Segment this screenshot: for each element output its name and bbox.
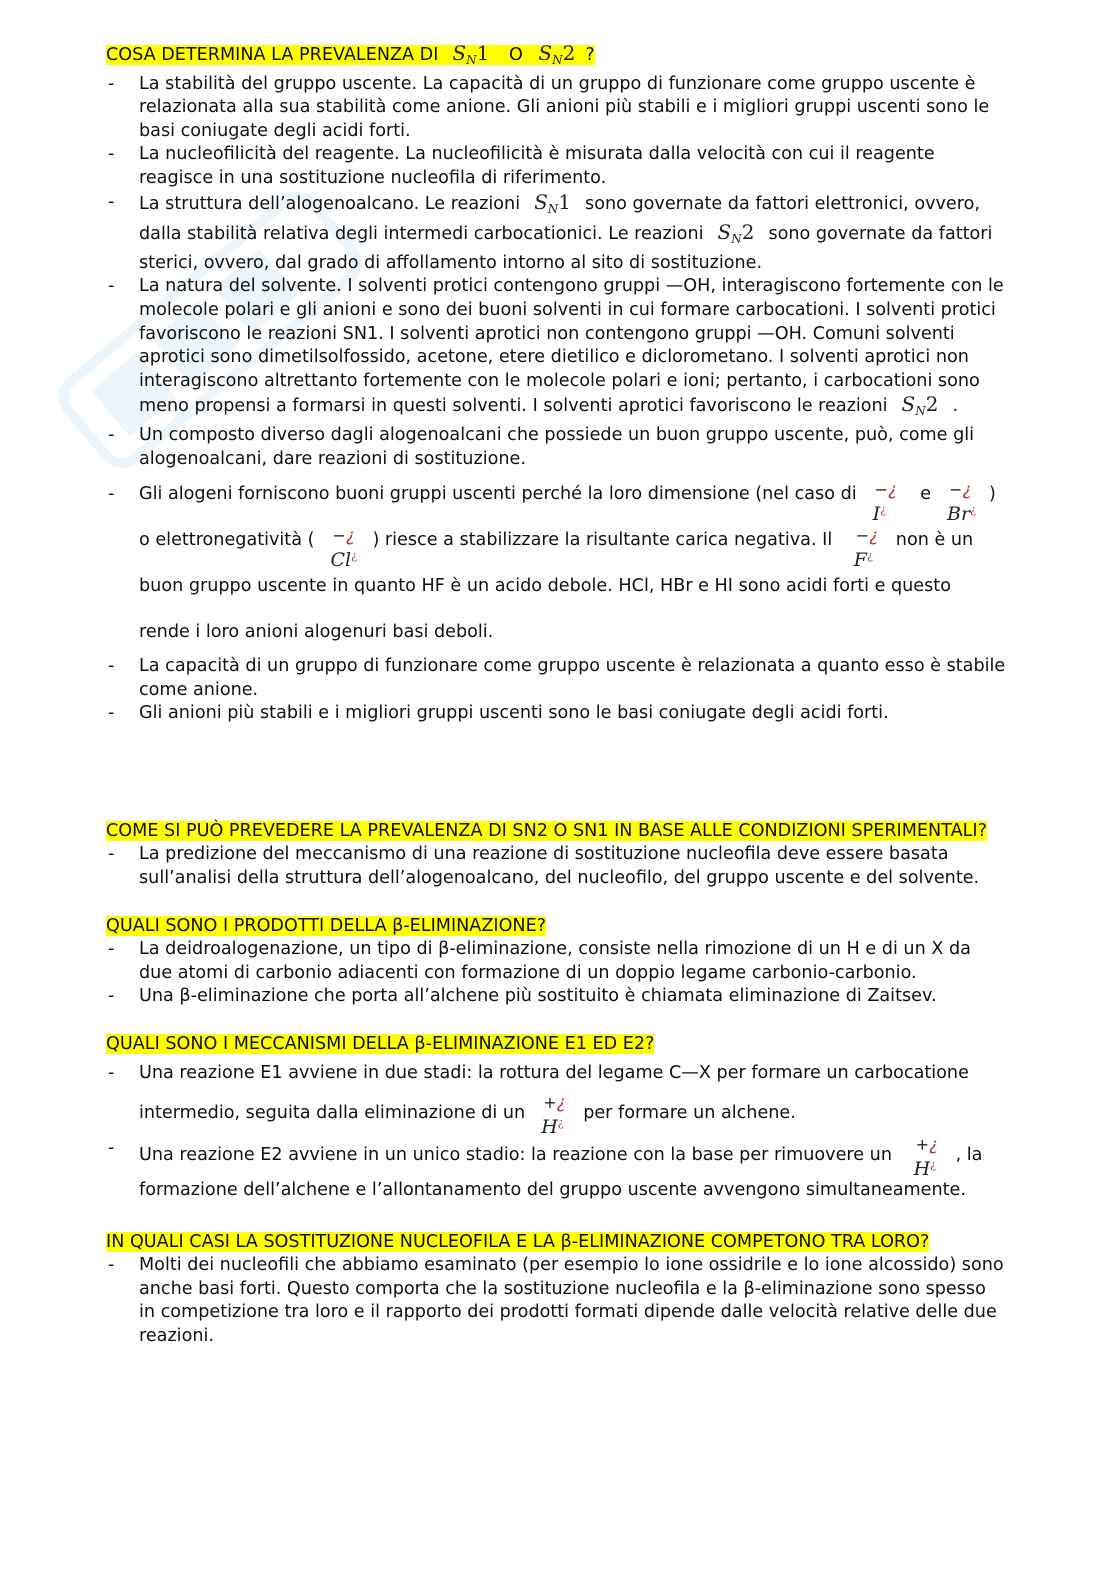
section-heading-competition: IN QUALI CASI LA SOSTITUZIONE NUCLEOFILA E LA β-ELIMINAZIONE COMPETONO TRA LORO? (106, 1231, 930, 1252)
list-item: - Una β-eliminazione che porta all’alchene più sostituito è chiamata eliminazione di Zaitsev. (106, 985, 1006, 1009)
sn2-formula: $S_N2$ (901, 392, 939, 419)
section-heading-predict-prevalence: COME SI PUÒ PREVEDERE LA PREVALENZA DI SN2 O SN1 IN BASE ALLE CONDIZIONI SPERIMENTALI? (106, 820, 987, 841)
list-item: - Molti dei nucleofili che abbiamo esaminato (per esempio lo ione ossidrile e lo ione alcossido) sono anche basi forti. Questo comporta che la sostituzione nucleofila e la β-eliminazione sono spesso in competizione tra loro e il rapporto dei prodotti formati dipende dalle velocità relative delle due reazioni. (106, 1254, 1006, 1348)
section-heading-beta-elimination-products: QUALI SONO I PRODOTTI DELLA β-ELIMINAZIONE? (106, 915, 547, 936)
list-item: - La natura del solvente. I solventi protici contengono gruppi —OH, interagiscono fortemente con le molecole polari e gli anioni e sono dei buoni solventi in cui formare carbocationi. I solventi protici favoriscono le reazioni SN1. I solventi aprotici non contengono gruppi —OH. Comuni solventi aprotici sono dimetilsolfossido, acetone, etere dietilico e diclorometano. I solventi aprotici non interagiscono altrettanto fortemente con le molecole polari e ioni; pertanto, i carbocationi sono meno propensi a formarsi in questi solventi. I solventi aprotici favoriscono le reazioni $S_N2$ . (106, 275, 1006, 424)
list-item: - La deidroalogenazione, un tipo di β-eliminazione, consiste nella rimozione di un H e di un X da due atomi di carbonio adiacenti con formazione di un doppio legame carbonio-carbonio. (106, 938, 1006, 985)
section1-list (106, 73, 1006, 726)
section4-list (106, 1057, 1006, 1207)
sn1-formula: $S_N1$ (452, 41, 490, 67)
section2-list (106, 843, 1006, 890)
list-item: - La capacità di un gruppo di funzionare come gruppo uscente è relazionata a quanto esso è stabile come anione. (106, 655, 1006, 702)
section3-list (106, 938, 1006, 1009)
iodide-ion: −¿ I¿ (872, 480, 898, 526)
bromide-ion: −¿ Br¿ (947, 480, 976, 526)
list-item: - Un composto diverso dagli alogenoalcani che possiede un buon gruppo uscente, può, come gli alogenoalcani, dare reazioni di sostituzione. (106, 424, 1006, 471)
list-item: - Una reazione E1 avviene in due stadi: la rottura del legame C—X per formare un carbocatione intermedio, seguita dalla eliminazione di un +¿ H¿ per formare un alchene. (106, 1057, 1006, 1132)
section-heading-e1-e2-mechanisms: QUALI SONO I MECCANISMI DELLA β-ELIMINAZIONE E1 ED E2? (106, 1034, 655, 1055)
chloride-ion: −¿ Cl¿ (330, 526, 357, 572)
list-item: - Gli anioni più stabili e i migliori gruppi uscenti sono le basi coniugate degli acidi forti. (106, 702, 1006, 726)
list-item: - La predizione del meccanismo di una reazione di sostituzione nucleofila deve essere basata sull’analisi della struttura dell’alogenoalcano, del nucleofilo, del gruppo uscente e del solvente. (106, 843, 1006, 890)
sn1-formula: $S_N1$ (534, 189, 572, 216)
section-heading-sn-prevalence: COSA DETERMINA LA PREVALENZA DI $S_N1$ O $S_N2$ ? (106, 41, 595, 67)
sn2-formula: $S_N2$ (717, 220, 755, 247)
list-item: - La stabilità del gruppo uscente. La capacità di un gruppo di funzionare come gruppo uscente è relazionata alla sua stabilità come anione. Gli anioni più stabili e i migliori gruppi uscenti sono le basi coniugate degli acidi forti. (106, 73, 1006, 144)
proton-ion: +¿ H¿ (913, 1134, 938, 1180)
section5-list (106, 1254, 1006, 1348)
list-item: - La struttura dell’alogenoalcano. Le reazioni $S_N1$ sono governate da fattori elettronici, ovvero, dalla stabilità relativa degli intermedi carbocationici. Le reazioni $S_N2$ sono governate da fattori sterici, ovvero, dal grado di affollamento intorno al sito di sostituzione. (106, 191, 1006, 276)
sn2-formula: $S_N2$ (538, 41, 576, 67)
list-item: - La nucleofilicità del reagente. La nucleofilicità è misurata dalla velocità con cui il reagente reagisce in una sostituzione nucleofila di riferimento. (106, 143, 1006, 190)
fluoride-ion: −¿ F¿ (853, 526, 879, 572)
document-page (106, 42, 1006, 1349)
list-item: - Gli alogeni forniscono buoni gruppi uscenti perché la loro dimensione (nel caso di −¿ I¿ e −¿ Br¿ ) o elettronegatività ( −¿ Cl¿ ) riesce a stabilizzare la risultante carica negativa. Il −¿ F¿ non è un buon gruppo uscente in quanto HF è un acido debole. HCl, HBr e HI sono acidi forti e questo rende i loro anioni alogenuri basi deboli. (106, 471, 1006, 655)
list-item: - Una reazione E2 avviene in un unico stadio: la reazione con la base per rimuovere un +¿ H¿ , la formazione dell’alchene e l’allontanamento del gruppo uscente avvengono simultaneamente. (106, 1132, 1006, 1207)
proton-ion: +¿ H¿ (541, 1092, 566, 1138)
